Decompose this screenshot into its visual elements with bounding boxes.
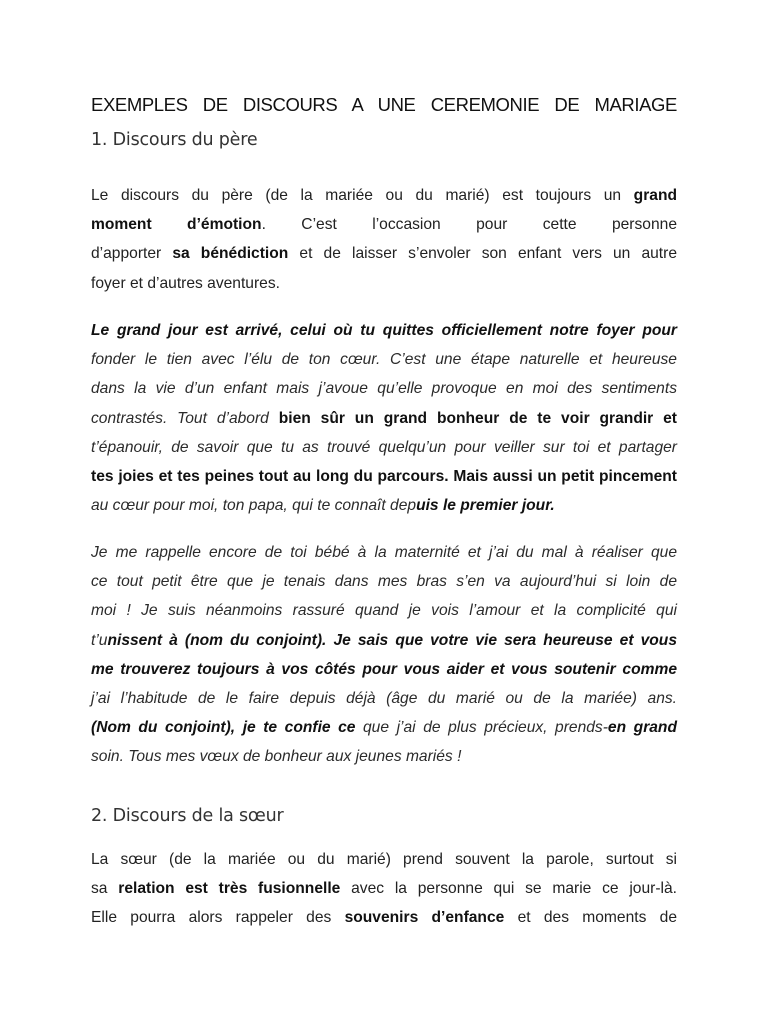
paragraph-line: [91, 684, 677, 713]
paragraph-line: [91, 567, 677, 596]
section-heading-father: 1. Discours du père: [91, 130, 258, 150]
paragraph-line: [91, 462, 677, 491]
text-run: soin. Tous mes vœux de bonheur aux jeunes mariés !: [91, 748, 462, 766]
text-run: dans la vie d’un enfant mais j’avoue qu’elle provoque en moi des sentiments: [91, 380, 677, 398]
text-run: j’ai l’habitude de le faire depuis déjà (âge du marié ou de la mariée) ans.: [91, 689, 677, 707]
paragraph-line: [91, 374, 677, 403]
paragraph-line: [91, 626, 677, 655]
father-speech-paragraph-2: [91, 538, 677, 772]
text-run-bold: nissent à (nom du conjoint). Je sais que votre vie sera heureuse et vous: [107, 631, 677, 649]
text-run-bold: souvenirs d’enfance: [344, 909, 505, 927]
sister-intro-paragraph: [91, 845, 677, 933]
text-run: La sœur (de la mariée ou du marié) prend souvent la parole, surtout si: [91, 851, 677, 868]
text-run: t’u: [91, 631, 108, 649]
paragraph-line: [91, 845, 677, 874]
paragraph-line: [91, 181, 677, 210]
text-run-bold: Le grand jour est arrivé, celui où tu quittes officiellement notre foyer pour: [91, 322, 677, 339]
text-run-bold: uis le premier jour.: [416, 497, 555, 515]
text-run: au cœur pour moi, ton papa, qui te connaît dep: [91, 497, 417, 515]
paragraph-line: [91, 239, 677, 268]
text-run: fonder le tien avec l’élu de ton cœur. C’est une étape naturelle et heureuse: [91, 351, 677, 369]
paragraph-line: [91, 655, 677, 684]
paragraph-line: [91, 903, 677, 932]
text-run-bold: bien sûr un grand bonheur de te voir grandir et: [278, 409, 677, 427]
section-heading-sister: 2. Discours de la sœur: [91, 806, 284, 826]
paragraph-line: [91, 596, 677, 625]
text-run: ce tout petit être que je tenais dans mes bras s’en va aujourd’hui si loin de: [91, 573, 677, 591]
paragraph-line: [91, 433, 677, 462]
text-run: . C’est l’occasion pour cette personne: [261, 216, 677, 234]
text-run: d’apporter: [91, 245, 173, 263]
text-run: t’épanouir, de savoir que tu as trouvé quelqu’un pour veiller sur toi et partager: [91, 438, 677, 456]
paragraph-line: [91, 210, 677, 239]
text-run: et des moments de: [504, 909, 677, 927]
text-run: sa: [91, 880, 119, 898]
paragraph-line: [91, 713, 677, 742]
paragraph-line: [91, 269, 677, 298]
text-run: que j’ai de plus précieux, prends-: [355, 719, 608, 737]
text-run-bold: me trouverez toujours à vos côtés pour vous aider et vous soutenir comme: [91, 660, 677, 678]
text-run-bold: tes joies et tes peines tout au long du parcours. Mais aussi un petit pincement: [91, 467, 677, 485]
paragraph-line: [91, 404, 677, 433]
text-run: Elle pourra alors rappeler des: [91, 909, 345, 927]
text-run-bold: sa bénédiction: [172, 245, 289, 263]
paragraph-line: [91, 538, 677, 567]
paragraph-line: [91, 345, 677, 374]
text-run-bold: moment d’émotion: [91, 216, 262, 234]
text-run: contrastés. Tout d’abord: [91, 409, 279, 427]
father-intro-paragraph: [91, 181, 677, 298]
paragraph-line: [91, 874, 677, 903]
text-run-bold: (Nom du conjoint), je te confie ce: [91, 719, 356, 737]
text-run: moi ! Je suis néanmoins rassuré quand je vois l’amour et la complicité qui: [91, 602, 677, 620]
document-title: EXEMPLES DE DISCOURS A UNE CEREMONIE DE MARIAGE: [91, 94, 677, 115]
text-run: avec la personne qui se marie ce jour-là.: [340, 880, 677, 898]
paragraph-line: [91, 742, 677, 771]
father-speech-paragraph-1: [91, 316, 677, 520]
paragraph-line: [91, 316, 677, 345]
text-run: et de laisser s’envoler son enfant vers un autre: [288, 245, 677, 263]
text-run: Le discours du père (de la mariée ou du marié) est toujours un: [91, 187, 634, 204]
text-run-bold: grand: [633, 187, 677, 204]
text-run-bold: relation est très fusionnelle: [118, 880, 341, 898]
paragraph-line: [91, 491, 677, 520]
text-run-bold: en grand: [607, 719, 677, 737]
text-run: Je me rappelle encore de toi bébé à la maternité et j’ai du mal à réaliser que: [91, 544, 677, 561]
text-run: foyer et d’autres aventures.: [91, 274, 280, 292]
